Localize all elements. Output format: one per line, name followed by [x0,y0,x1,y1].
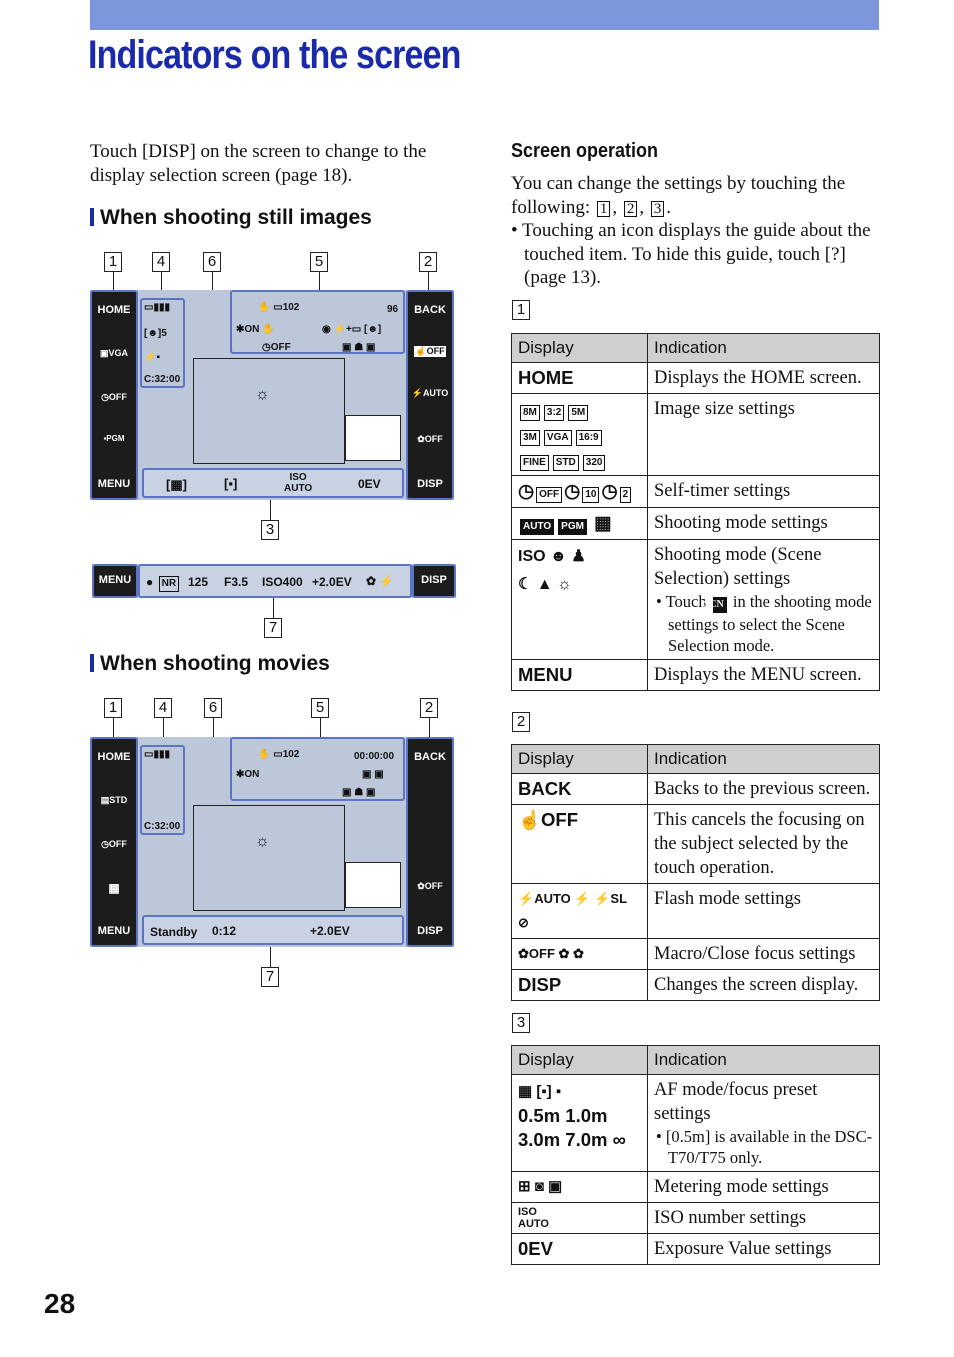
ev-button[interactable]: 0EV [358,477,381,491]
camera-shake-icon: ☼ [255,386,270,403]
still-heading [90,206,372,230]
still-info-box [140,298,185,388]
self-timer-icon[interactable]: ◷OFF [101,392,127,402]
m-remaining-time: C:32:00 [144,821,181,832]
af-illuminator-icon: ✱ON ✋ [236,324,275,335]
m-bottom-bar [142,915,404,945]
table-3: Display Indication ▦ [▪] ▪ 0.5m 1.0m 3.0m 7.0m ∞ AF mode/focus preset settings • [0.5m] is available in the DSC-T70/T75 only. ⊞ ◙ ▣ Metering mode settings ISO AUTO ISO number settings 0EV Exposure Value settings [511,1045,880,1265]
m-mode-icons: ▣ ☗ ▣ [342,787,376,798]
iso-button[interactable]: ISO AUTO [284,472,313,494]
focus-off-button[interactable]: ☝OFF [415,346,445,356]
shooting-mode-icon[interactable]: ▪PGM [103,434,125,443]
m-disp-button[interactable]: DISP [417,925,443,937]
callout-4: 4 [152,252,170,272]
menu-button[interactable]: MENU [97,478,131,490]
table-2: Display Indication BACK Backs to the previous screen. ☝OFF This cancels the focusing on the subject selected by the touch operation. ⚡AUTO ⚡ ⚡SL ⊘ Flash mode settings ✿OFF ✿ ✿ Macro/Close focus settings DISP Changes the screen display. [511,744,880,1001]
screen-operation-text: You can change the settings by touching the following: 1 , 2 , 3 . • Touching an icon displays the guide about the touched item. To hide this guide, touch [?] (page 13). [511,173,871,288]
status-icons: ◉ ⚡+▭ [☻] [322,324,382,335]
table1-label: 1 [512,300,530,320]
shots-remaining: 96 [387,304,399,315]
right-panel [406,290,454,500]
m-stabilizer-icon: ✋ ▭102 [258,749,300,760]
m-timecode: 00:00:00 [354,751,395,762]
macro-flash-icons: ✿ ⚡ [366,574,395,588]
movie-screen [90,737,454,947]
bar-disp[interactable]: DISP [412,564,456,598]
table2-label: 2 [512,712,530,732]
callout-5: 5 [310,252,328,272]
metering-icon[interactable]: [▪] [224,476,238,491]
flash-small-icon: ⚡▪ [144,352,160,363]
mode-icons: ▣ ☗ ▣ [342,342,376,353]
callout-3: 3 [261,520,279,540]
callout-6: 6 [203,252,221,272]
flash-button[interactable]: ⚡AUTO [411,388,449,398]
m-macro-button[interactable]: ✿OFF [417,881,443,891]
stabilizer-icon: ✋ ▭102 [258,302,300,313]
callout-2: 2 [419,252,437,272]
intro-text: Touch [DISP] on the screen to change to the display selection screen (page 18). [90,141,427,186]
aperture: F3.5 [224,575,249,589]
page-title: Indicators on the screen [88,33,461,77]
screen-operation-heading: Screen operation [511,140,659,162]
m-home-button[interactable]: HOME [97,751,131,763]
m-af-illuminator-icon: ✱ON [236,769,260,780]
still-heading-label: When shooting still images [100,206,372,229]
bar-values: ● NR 125 F3.5 ISO400 +2.0EV ✿ ⚡ [138,564,412,598]
left-panel [90,290,138,500]
m-status: Standby [150,925,198,939]
home-button[interactable]: HOME [97,304,131,316]
m-info-box [140,745,185,835]
m-callout-7: 7 [261,967,279,987]
af-mode-icon[interactable]: [▦] [166,477,187,492]
back-button[interactable]: BACK [414,304,446,316]
face-icon: [☻]5 [144,328,167,339]
callout-7: 7 [264,618,282,638]
shutter-speed: 125 [188,575,209,589]
movie-heading [90,652,330,676]
macro-button[interactable]: ✿OFF [417,434,443,444]
m-elapsed: 0:12 [212,924,237,938]
m-image-size-icon[interactable]: ▤STD [100,795,128,805]
remaining-time: C:32:00 [144,374,181,385]
af-frame [193,358,345,464]
still-screen [90,290,454,500]
battery-icon: ▭▮▮▮ [144,302,170,313]
timer-status-icon: ◷OFF [262,342,291,353]
m-callout-5: 5 [311,698,329,718]
histogram [345,415,401,461]
m-left-panel [90,737,138,947]
m-callout-1: 1 [104,698,122,718]
m-callout-2: 2 [420,698,438,718]
iso-value: ISO400 [262,575,303,589]
m-ev: +2.0EV [310,924,350,938]
m-histogram [345,862,401,908]
nr-icon: NR [159,576,179,592]
table-1: Display Indication HOME Displays the HOME screen. 8M 3:2 5M 3M VGA 16:9 FINE STD 320 Image size settings ◷ OFF ◷ 10 ◷ 2 Self-timer settings AUTO PGM ▦ Shooting mode settings ISO ☻ ♟ ☾ ▲ ☼ Shooting mode (Scene Selection) settings • Touch SCN in the shooting mode settings to select the Scene Selection mode. MENU Displays the MENU screen. [511,333,880,691]
disp-button[interactable]: DISP [417,478,443,490]
m-battery-icon: ▭▮▮▮ [144,749,170,760]
m-top-info [230,737,405,801]
m-movie-mode-icon[interactable]: ▦ [108,881,120,895]
ev-value: +2.0EV [312,575,352,589]
m-camera-shake-icon: ☼ [255,833,270,850]
page-number: 28 [44,1288,76,1319]
movie-heading-label: When shooting movies [100,652,330,675]
m-menu-button[interactable]: MENU [97,925,131,937]
still-bottom-bar [142,468,404,498]
callout-1: 1 [104,252,122,272]
bar-menu[interactable]: MENU [92,564,138,598]
still-top-info [230,290,405,354]
image-size-icon[interactable]: ▣VGA [99,348,129,358]
m-af-frame [193,805,345,911]
m-self-timer-icon[interactable]: ◷OFF [101,839,127,849]
header-bar [90,0,879,30]
m-callout-4: 4 [154,698,172,718]
m-right-panel [406,737,454,947]
m-back-button[interactable]: BACK [414,751,446,763]
m-callout-6: 6 [204,698,222,718]
m-status-icons: ▣ ▣ [362,769,384,780]
still-info-bar [92,564,456,598]
table3-label: 3 [512,1013,530,1033]
